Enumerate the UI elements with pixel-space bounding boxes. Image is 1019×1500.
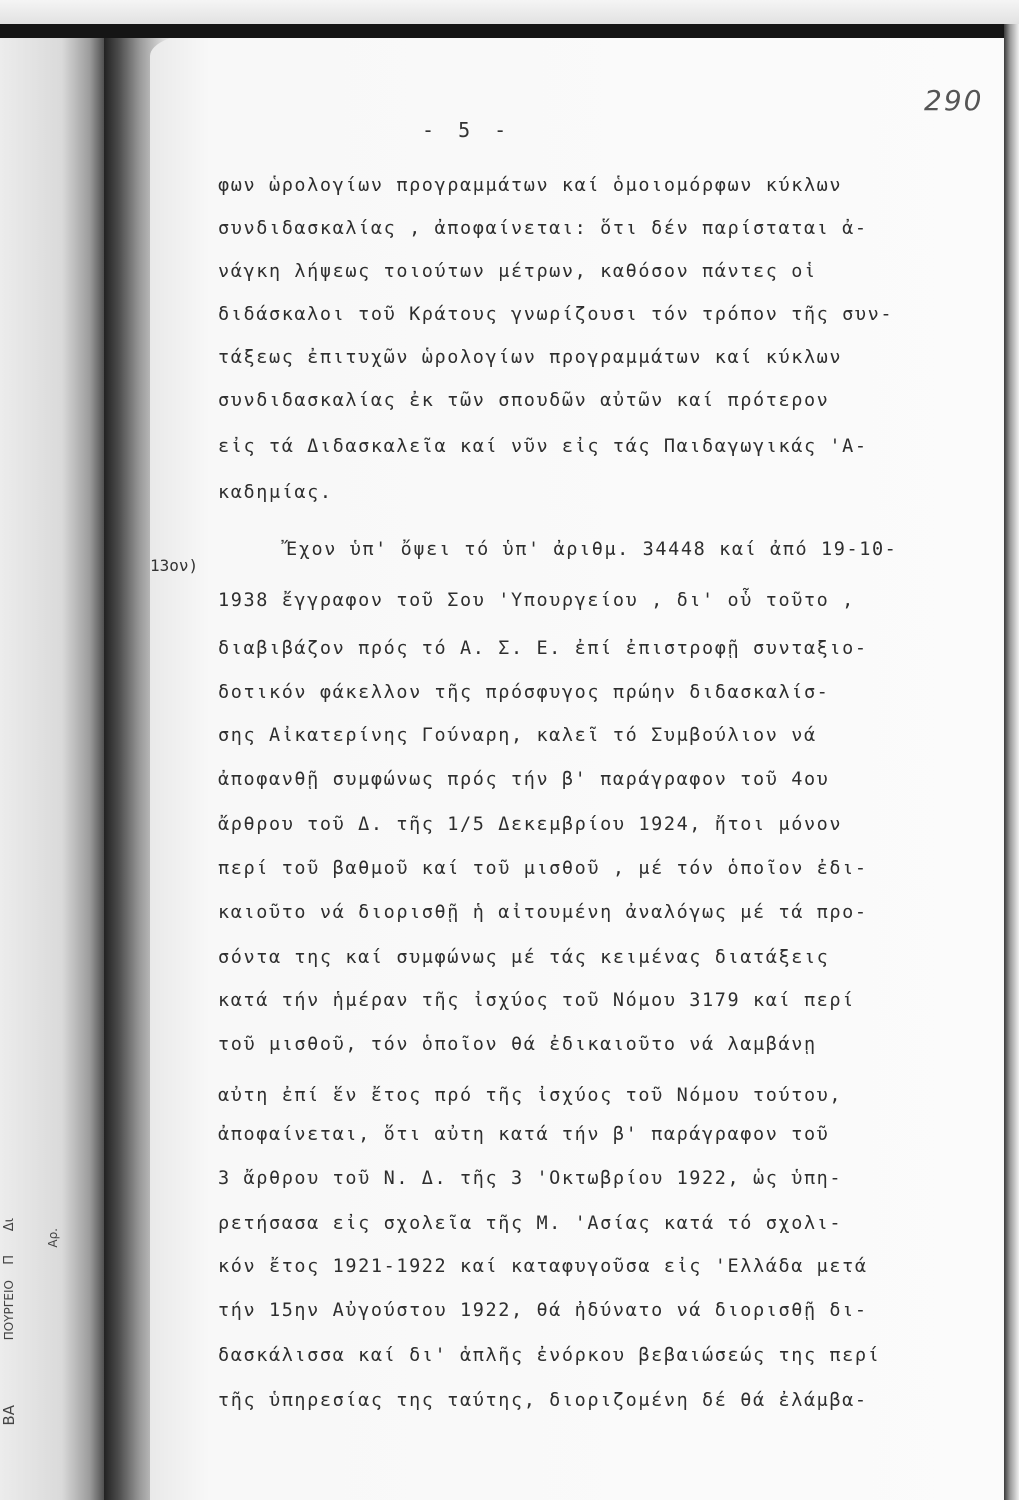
text-line: δοτικόν φάκελλον τῆς πρόσφυγος πρώην διδασκαλίσ-: [218, 682, 830, 703]
text-line: Ἔχον ὑπ' ὄψει τό ὑπ' ἀριθμ. 34448 καί ἀπό 19-10-: [286, 539, 898, 560]
text-line: καδημίας.: [218, 482, 333, 503]
text-line: τάξεως ἐπιτυχῶν ὡρολογίων προγραμμάτων καί κύκλων: [218, 347, 843, 368]
text-line: νάγκη λήψεως τοιούτων μέτρων, καθόσον πάντες οἱ: [218, 261, 817, 282]
text-line: φων ὡρολογίων προγραμμάτων καί ὁμοιομόρφων κύκλων: [218, 175, 843, 196]
text-line: τήν 15ην Αὐγούστου 1922, θά ἠδύνατο νά διορισθῇ δι-: [218, 1300, 868, 1321]
left-page-stamp: [0, 200, 90, 323]
text-line: συνδιδασκαλίας ἐκ τῶν σπουδῶν αὐτῶν καί πρότερον: [218, 390, 830, 411]
left-page-fragment: ΒΑ: [0, 1405, 18, 1426]
text-line: τοῦ μισθοῦ, τόν ὁποῖον θά ἐδικαιοῦτο νά λαμβάνῃ: [218, 1034, 817, 1055]
left-page-fragment: Π: [2, 1255, 17, 1265]
text-line: κόν ἔτος 1921-1922 καί καταφυγοῦσα εἰς 'Ελλάδα μετά: [218, 1256, 868, 1277]
item-number: 13ον): [150, 556, 199, 575]
document-page: [150, 32, 1002, 1500]
text-line: δασκάλισσα καί δι' ἁπλῆς ἐνόρκου βεβαιώσεώς της περί: [218, 1345, 881, 1366]
text-line: διδάσκαλοι τοῦ Κράτους γνωρίζουσι τόν τρόπον τῆς συν-: [218, 304, 894, 325]
left-page-fragment: Δι: [2, 1218, 17, 1232]
text-line: κατά τήν ἡμέραν τῆς ἰσχύος τοῦ Νόμου 3179 καί περί: [218, 990, 855, 1011]
text-line: εἰς τά Διδασκαλεῖα καί νῦν εἰς τάς Παιδαγωγικάς 'Α-: [218, 436, 868, 457]
page-number: - 5 -: [422, 118, 513, 142]
text-line: 3 ἄρθρου τοῦ Ν. Δ. τῆς 3 'Οκτωβρίου 1922, ὡς ὑπη-: [218, 1168, 843, 1189]
text-line: ρετήσασα εἰς σχολεῖα τῆς Μ. 'Ασίας κατά τό σχολι-: [218, 1213, 843, 1234]
text-line: ἀποφανθῇ συμφώνως πρός τήν β' παράγραφον τοῦ 4ου: [218, 769, 830, 790]
text-line: σόντα της καί συμφώνως μέ τάς κειμένας διατάξεις: [218, 947, 830, 968]
text-line: περί τοῦ βαθμοῦ καί τοῦ μισθοῦ , μέ τόν ὁποῖον ἐδι-: [218, 858, 868, 879]
text-line: ἀποφαίνεται, ὅτι αὐτη κατά τήν β' παράγραφον τοῦ: [218, 1124, 830, 1145]
text-line: αὐτη ἐπί ἕν ἔτος πρό τῆς ἰσχύος τοῦ Νόμου τούτου,: [218, 1085, 843, 1106]
scan-top-edge: [0, 24, 1006, 38]
scan-top-strip: [0, 0, 1019, 24]
text-line: τῆς ὑπηρεσίας της ταύτης, διοριζομένη δέ θά ἐλάμβα-: [218, 1390, 868, 1411]
scan-right-edge: [1004, 24, 1019, 1500]
left-page-fragment: Αρ.: [46, 1228, 60, 1248]
text-line: καιοῦτο νά διορισθῇ ἡ αἰτουμένη ἀναλόγως μέ τά προ-: [218, 902, 868, 923]
text-line: σης Αἰκατερίνης Γούναρη, καλεῖ τό Συμβούλιον νά: [218, 725, 817, 746]
text-line: 1938 ἔγγραφον τοῦ Σου 'Υπουργείου , δι' οὗ τοῦτο ,: [218, 590, 855, 611]
text-line: συνδιδασκαλίας , ἀποφαίνεται: ὅτι δέν παρίσταται ἀ-: [218, 218, 868, 239]
text-line: ἄρθρου τοῦ Δ. τῆς 1/5 Δεκεμβρίου 1924, ἤτοι μόνον: [218, 814, 843, 835]
text-line: διαβιβάζον πρός τό Α. Σ. Ε. ἐπί ἐπιστροφῇ συνταξιο-: [218, 638, 868, 659]
left-page-fragment: ΠΟΥΡΓΕΙΟ: [2, 1280, 16, 1341]
folio-number: 290: [924, 84, 984, 117]
